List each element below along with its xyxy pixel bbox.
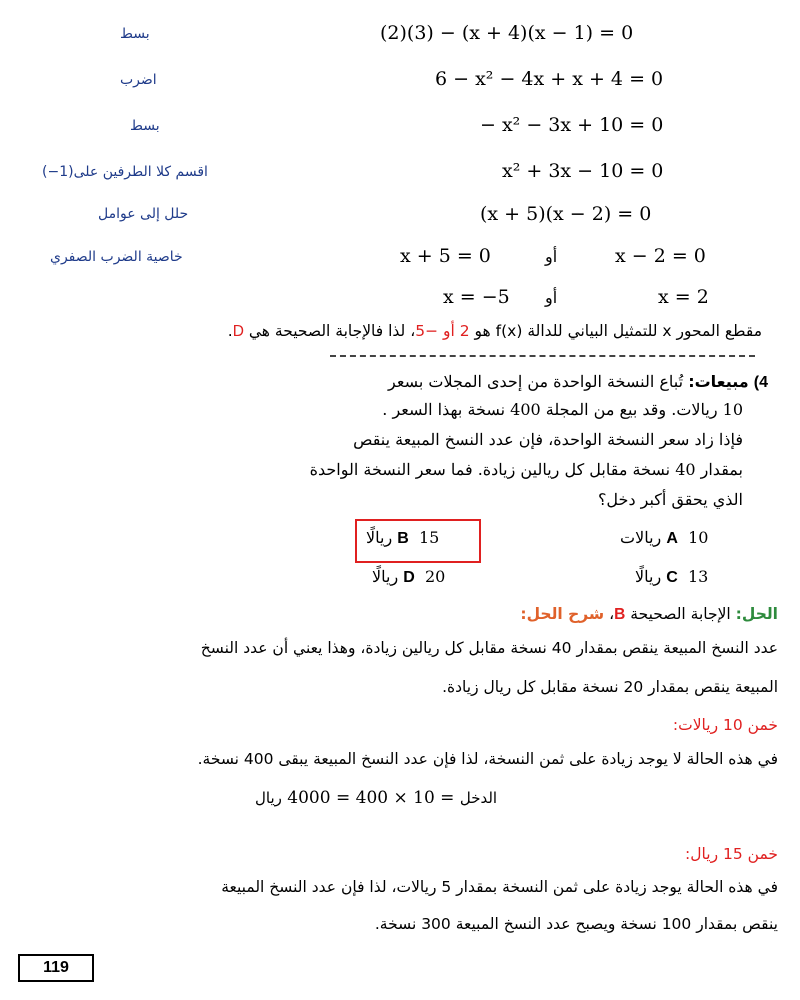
- zero-right-equation: x − 2 = 0: [615, 245, 706, 267]
- conclusion-line: [228, 322, 762, 341]
- conclusion-or: أو: [438, 322, 460, 340]
- step-1-label: بسط: [120, 26, 150, 42]
- zero-product-label: خاصية الضرب الصفري: [50, 249, 183, 265]
- guess-2-text-1: في هذه الحالة يوجد زيادة على ثمن النسخة بمقدار 5 ريالات، لذا فإن عدد النسخ المبيعة: [221, 878, 778, 896]
- problem-number: 4): [753, 374, 768, 391]
- section-divider: [330, 355, 755, 357]
- zero-or-1: أو: [545, 247, 558, 266]
- step-4-equation: x² + 3x − 10 = 0: [502, 160, 664, 182]
- step-2-equation: 6 − x² − 4x + x + 4 = 0: [435, 68, 664, 90]
- guess-2-title: خمن 15 ريال:: [685, 845, 778, 863]
- solution-label: الحل:: [735, 605, 778, 623]
- option-d: [372, 567, 445, 587]
- step-4-label: اقسم كلا الطرفين على(1−): [42, 164, 208, 180]
- income-label: الدخل: [459, 789, 498, 807]
- step-3-label: بسط: [130, 118, 160, 134]
- option-b-text: 15 ريالًا: [366, 528, 440, 547]
- left-solution: x = −5: [443, 286, 510, 308]
- option-d-text: 20 ريالًا: [372, 567, 446, 586]
- option-b-letter: B: [397, 530, 409, 547]
- page-number: 119: [18, 954, 94, 982]
- step-5-label: حلل إلى عوامل: [98, 206, 189, 222]
- income-calc: = 10 × 400 = 4000: [281, 788, 460, 808]
- solution-answer-text: الإجابة الصحيحة: [625, 605, 736, 623]
- explanation-label: شرح الحل:: [520, 605, 605, 623]
- problem-first-line: [388, 372, 768, 392]
- step-2-label: اضرب: [120, 72, 157, 88]
- solution-header: الحل: الإجابة الصحيحة B، شرح الحل:: [520, 605, 778, 623]
- conclusion-end: .: [227, 322, 233, 340]
- conclusion-part2: ، لذا فالإجابة الصحيحة هي: [243, 322, 416, 340]
- option-b: [366, 528, 439, 548]
- step-1-equation: (2)(3) − (x + 4)(x − 1) = 0: [380, 22, 634, 44]
- option-c: [635, 567, 708, 587]
- option-c-text: 13 ريالًا: [635, 567, 709, 586]
- guess-1-calc: [255, 788, 497, 808]
- option-d-letter: D: [403, 569, 415, 586]
- problem-line-5: الذي يحقق أكبر دخل؟: [597, 490, 743, 509]
- right-solution: x = 2: [658, 286, 709, 308]
- conclusion-answer: D: [232, 323, 244, 340]
- problem-title: مبيعات:: [688, 372, 749, 391]
- problem-line-2: 10 ريالات. وقد بيع من المجلة 400 نسخة بهذا السعر .: [382, 400, 743, 419]
- step-3-equation: − x² − 3x + 10 = 0: [480, 114, 664, 136]
- conclusion-value-1: 2: [459, 322, 470, 340]
- option-a: [620, 528, 708, 548]
- step-5-equation: (x + 5)(x − 2) = 0: [480, 203, 652, 225]
- solution-answer-letter: B: [614, 606, 626, 623]
- conclusion-value-2: −5: [415, 322, 439, 340]
- problem-line-3: فإذا زاد سعر النسخة الواحدة، فإن عدد النسخ المبيعة ينقص: [353, 430, 743, 449]
- guess-2-text-2: ينقص بمقدار 100 نسخة ويصبح عدد النسخ المبيعة 300 نسخة.: [374, 915, 778, 933]
- solution-paragraph-2: المبيعة ينقص بمقدار 20 نسخة مقابل كل ريال زيادة.: [442, 678, 778, 696]
- zero-or-2: أو: [545, 288, 558, 307]
- problem-line-1: تُباع النسخة الواحدة من إحدى المجلات بسعر: [388, 372, 684, 391]
- income-unit: ريال: [255, 789, 282, 807]
- option-a-text: 10 ريالات: [620, 528, 709, 547]
- solution-paragraph-1: عدد النسخ المبيعة ينقص بمقدار 40 نسخة مقابل كل ريالين زيادة، وهذا يعني أن عدد النسخ: [200, 639, 778, 657]
- problem-line-4: بمقدار 40 نسخة مقابل كل ريالين زيادة. فما سعر النسخة الواحدة: [309, 460, 743, 479]
- option-c-letter: C: [666, 569, 678, 586]
- guess-1-title: خمن 10 ريالات:: [672, 716, 778, 734]
- conclusion-part1: مقطع المحور x للتمثيل البياني للدالة f(x) هو: [469, 322, 762, 340]
- zero-left-equation: x + 5 = 0: [400, 245, 491, 267]
- guess-1-text: في هذه الحالة لا يوجد زيادة على ثمن النسخة، لذا فإن عدد النسخ المبيعة يبقى 400 نسخة.: [197, 750, 778, 768]
- option-a-letter: A: [666, 530, 678, 547]
